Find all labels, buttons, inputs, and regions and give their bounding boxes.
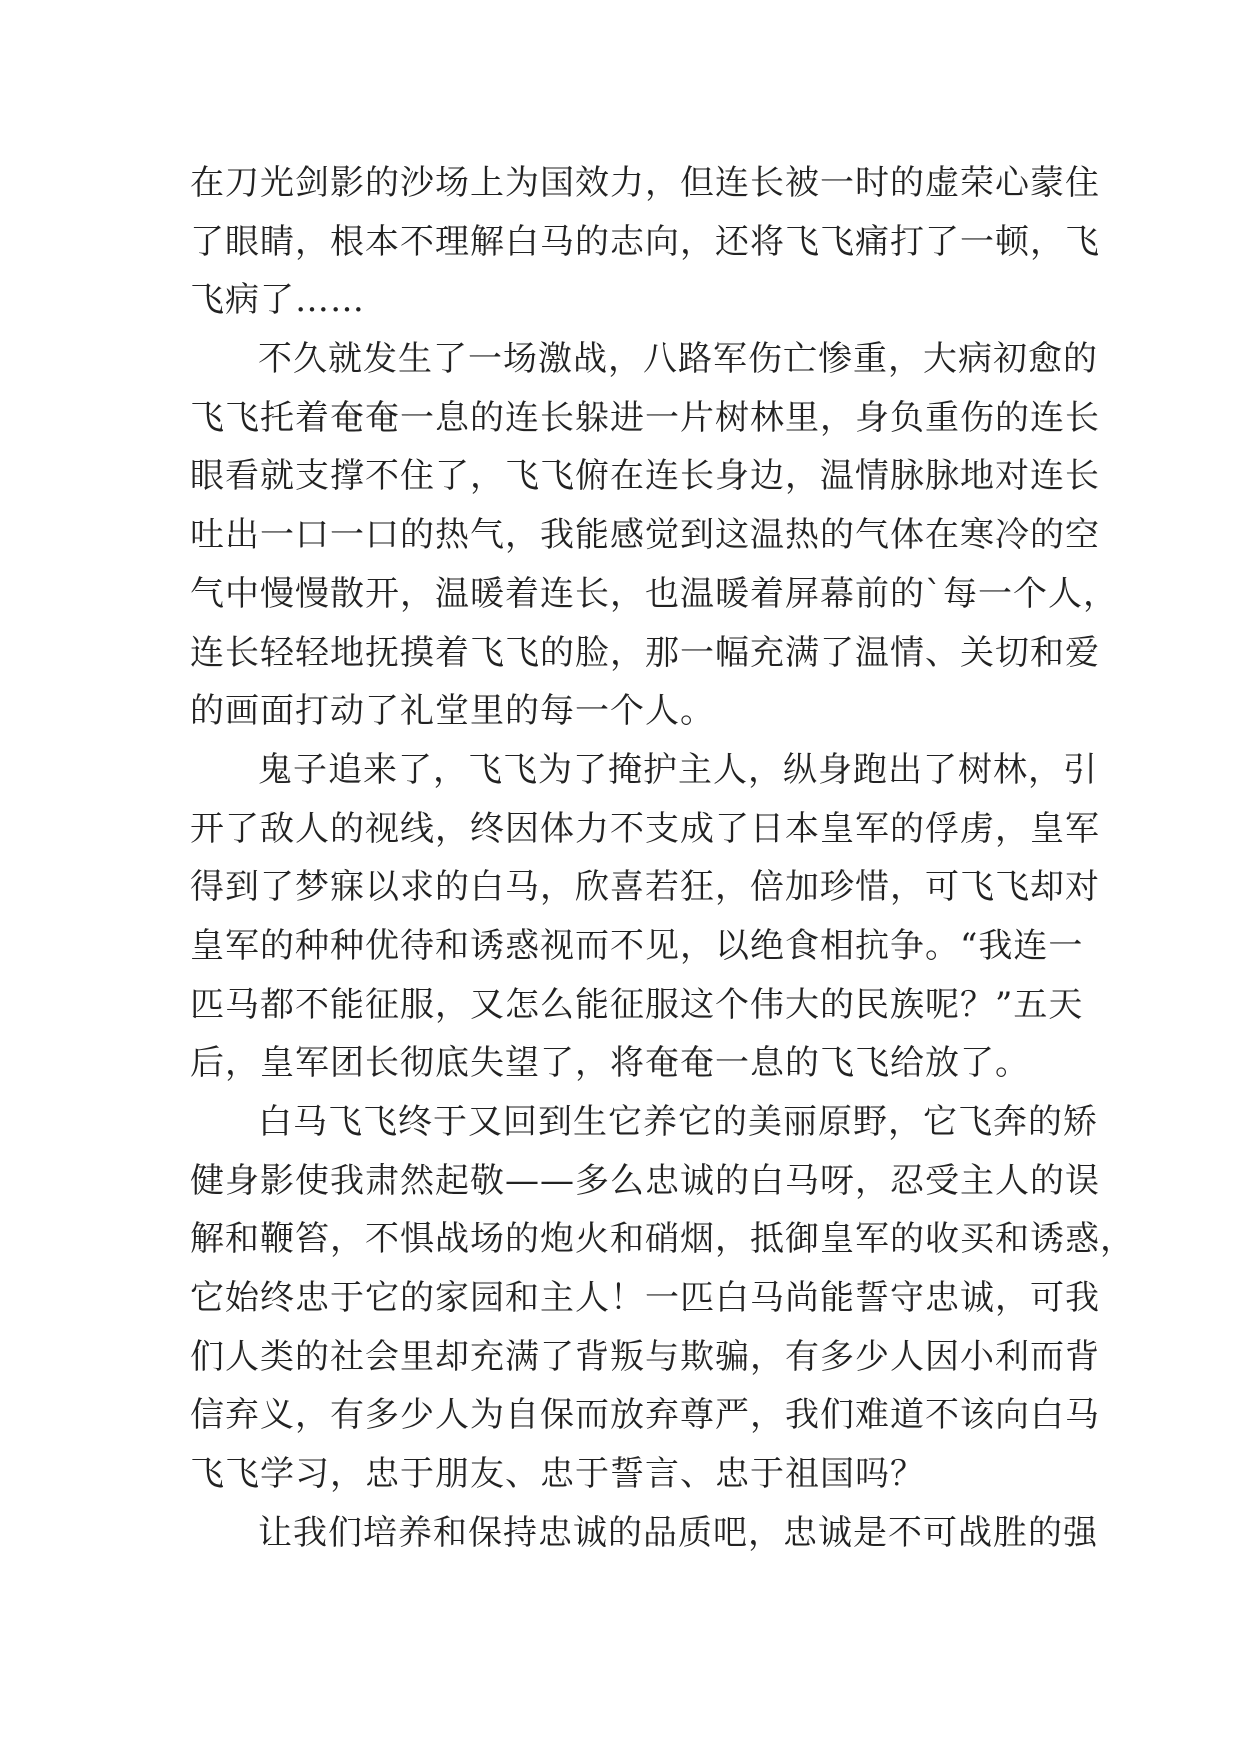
text-line: 它始终忠于它的家园和主人！一匹白马尚能誓守忠诚，可我 xyxy=(190,1278,1100,1319)
text-line: 信弃义，有多少人为自保而放弃尊严，我们难道不该向白马 xyxy=(190,1395,1100,1436)
text-line: 连长轻轻地抚摸着飞飞的脸，那一幅充满了温情、关切和爱 xyxy=(190,632,1100,673)
text-line: 眼看就支撑不住了，飞飞俯在连长身边，温情脉脉地对连长 xyxy=(190,456,1100,497)
text-line: 的画面打动了礼堂里的每一个人。 xyxy=(190,691,715,732)
text-line: 开了敌人的视线，终因体力不支成了日本皇军的俘虏，皇军 xyxy=(190,808,1100,849)
text-line: 在刀光剑影的沙场上为国效力，但连长被一时的虚荣心蒙住 xyxy=(190,163,1100,203)
text-line: 们人类的社会里却充满了背叛与欺骗，有多少人因小利而背 xyxy=(190,1336,1100,1377)
text-line: 飞飞学习，忠于朋友、忠于誓言、忠于祖国吗？ xyxy=(190,1454,925,1495)
body-text xyxy=(190,154,1135,1563)
text-line: 飞病了…… xyxy=(190,280,365,321)
text-line: 气中慢慢散开，温暖着连长，也温暖着屏幕前的`每一个人， xyxy=(190,573,1118,614)
text-line: 不久就发生了一场激战，八路军伤亡惨重，大病初愈的 xyxy=(258,339,1098,380)
text-line: 白马飞飞终于又回到生它养它的美丽原野，它飞奔的矫 xyxy=(258,1102,1098,1142)
text-line: 让我们培养和保持忠诚的品质吧，忠诚是不可战胜的强 xyxy=(258,1512,1098,1553)
text-line: 匹马都不能征服，又怎么能征服这个伟大的民族呢？”五天 xyxy=(190,984,1084,1025)
text-line: 解和鞭笞，不惧战场的炮火和硝烟，抵御皇军的收买和诱惑， xyxy=(190,1219,1135,1260)
text-line: 得到了梦寐以求的白马，欣喜若狂，倍加珍惜，可飞飞却对 xyxy=(190,867,1100,908)
text-line: 健身影使我肃然起敬——多么忠诚的白马呀，忍受主人的误 xyxy=(190,1160,1100,1201)
text-line: 皇军的种种优待和诱惑视而不见，以绝食相抗争。“我连一 xyxy=(190,925,1084,966)
text-line: 飞飞托着奄奄一息的连长躲进一片树林里，身负重伤的连长 xyxy=(190,397,1100,438)
text-line: 了眼睛，根本不理解白马的志向，还将飞飞痛打了一顿，飞 xyxy=(190,221,1100,262)
text-line: 吐出一口一口的热气，我能感觉到这温热的气体在寒冷的空 xyxy=(190,515,1100,556)
text-line: 鬼子追来了，飞飞为了掩护主人，纵身跑出了树林，引 xyxy=(258,749,1098,790)
text-line: 后，皇军团长彻底失望了，将奄奄一息的飞飞给放了。 xyxy=(190,1043,1030,1084)
